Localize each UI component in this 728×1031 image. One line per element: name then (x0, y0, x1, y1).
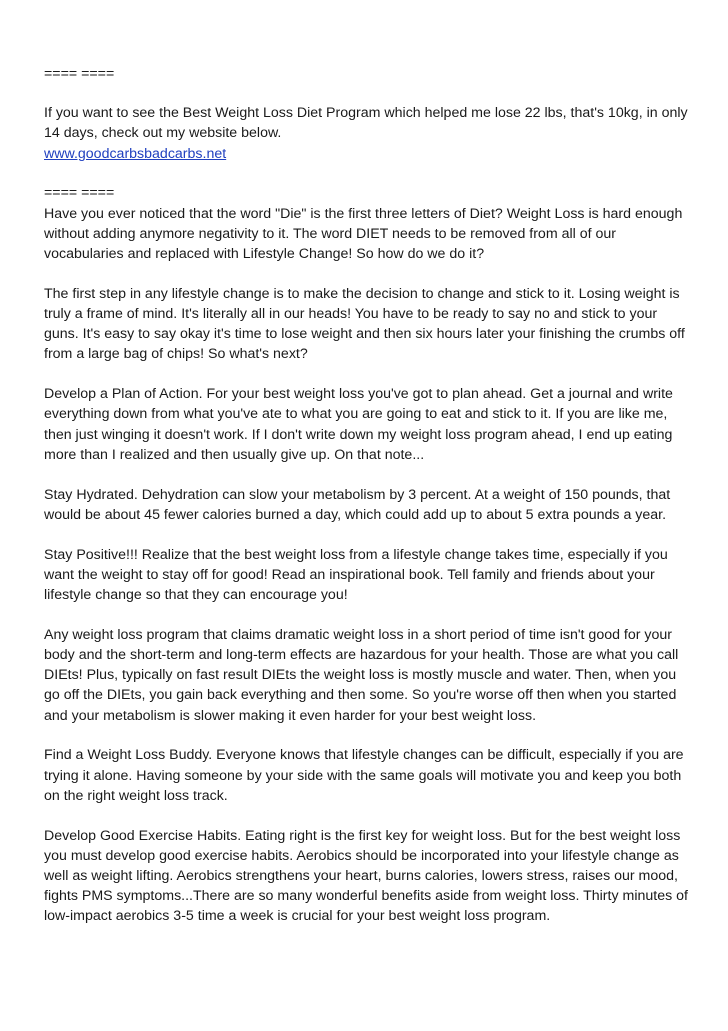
website-link-line (44, 144, 694, 164)
paragraph-first-step: The first step in any lifestyle change is to make the decision to change and stick to it. Losing weight is truly a frame of mind. It's literally all in our heads! You have to be ready to say no and stick to your guns. It's easy to say okay it's time to lose weight and then six hours later your finishing the crumbs off from a large bag of chips! So what's next? (44, 285, 685, 363)
paragraph-plan-of-action: Develop a Plan of Action. For your best weight loss you've got to plan ahead. Get a journal and write everything down from what you've ate to what you are going to eat and stick to it. If you are like me, then just winging it doesn't work. If I don't write down my weight loss program ahead, I end up eating more than I realized and then usually give up. On that note... (44, 386, 673, 463)
paragraph-stay-positive: Stay Positive!!! Realize that the best weight loss from a lifestyle change takes time, especially if you want the weight to stay off for good! Read an inspirational book. Tell family and friends about your lifestyle change so that they can encourage you! (44, 546, 668, 604)
separator-top: ==== ==== (44, 66, 115, 82)
website-link[interactable]: www.goodcarbsbadcarbs.net (44, 145, 227, 162)
document-page (44, 64, 694, 927)
intro-paragraph: If you want to see the Best Weight Loss Diet Program which helped me lose 22 lbs, that's 10kg, in only 14 days, check out my website below. (44, 105, 688, 142)
separator-mid: ==== ==== (44, 185, 115, 202)
paragraph-weight-loss-buddy: Find a Weight Loss Buddy. Everyone knows that lifestyle changes can be difficult, especially if you are trying it alone. Having someone by your side with the same goals will motivate you and keep you both on the right weight loss track. (44, 747, 684, 804)
paragraph-exercise-habits: Develop Good Exercise Habits. Eating right is the first key for weight loss. But for the best weight loss you must develop good exercise habits. Aerobics should be incorporated into your lifestyle change as well as weight lifting. Aerobics strengthens your heart, burns calories, lowers stress, raises our mood, fights PMS symptoms...There are so many wonderful benefits aside from weight loss. Thirty minutes of low-impact aerobics 3-5 time a week is crucial for your best weight loss program. (44, 827, 688, 925)
paragraph-dramatic-weight-loss: Any weight loss program that claims dramatic weight loss in a short period of time isn't good for your body and the short-term and long-term effects are hazardous for your health. Those are what you call DIEts! Plus, typically on fast result DIEts the weight loss is mostly muscle and water. Then, when you go off the DIEts, you gain back everything and then some. So you're worse off then when you started and your metabolism is slower making it even harder for your best weight loss. (44, 626, 679, 724)
paragraph-stay-hydrated: Stay Hydrated. Dehydration can slow your metabolism by 3 percent. At a weight of 150 pounds, that would be about 45 fewer calories burned a day, which could add up to about 5 extra pounds a year. (44, 486, 671, 523)
paragraph-die: Have you ever noticed that the word "Die" is the first three letters of Diet? Weight Loss is hard enough without adding anymore negativity to it. The word DIET needs to be removed from all of our vocabularies and replaced with Lifestyle Change! So how do we do it? (44, 205, 683, 263)
